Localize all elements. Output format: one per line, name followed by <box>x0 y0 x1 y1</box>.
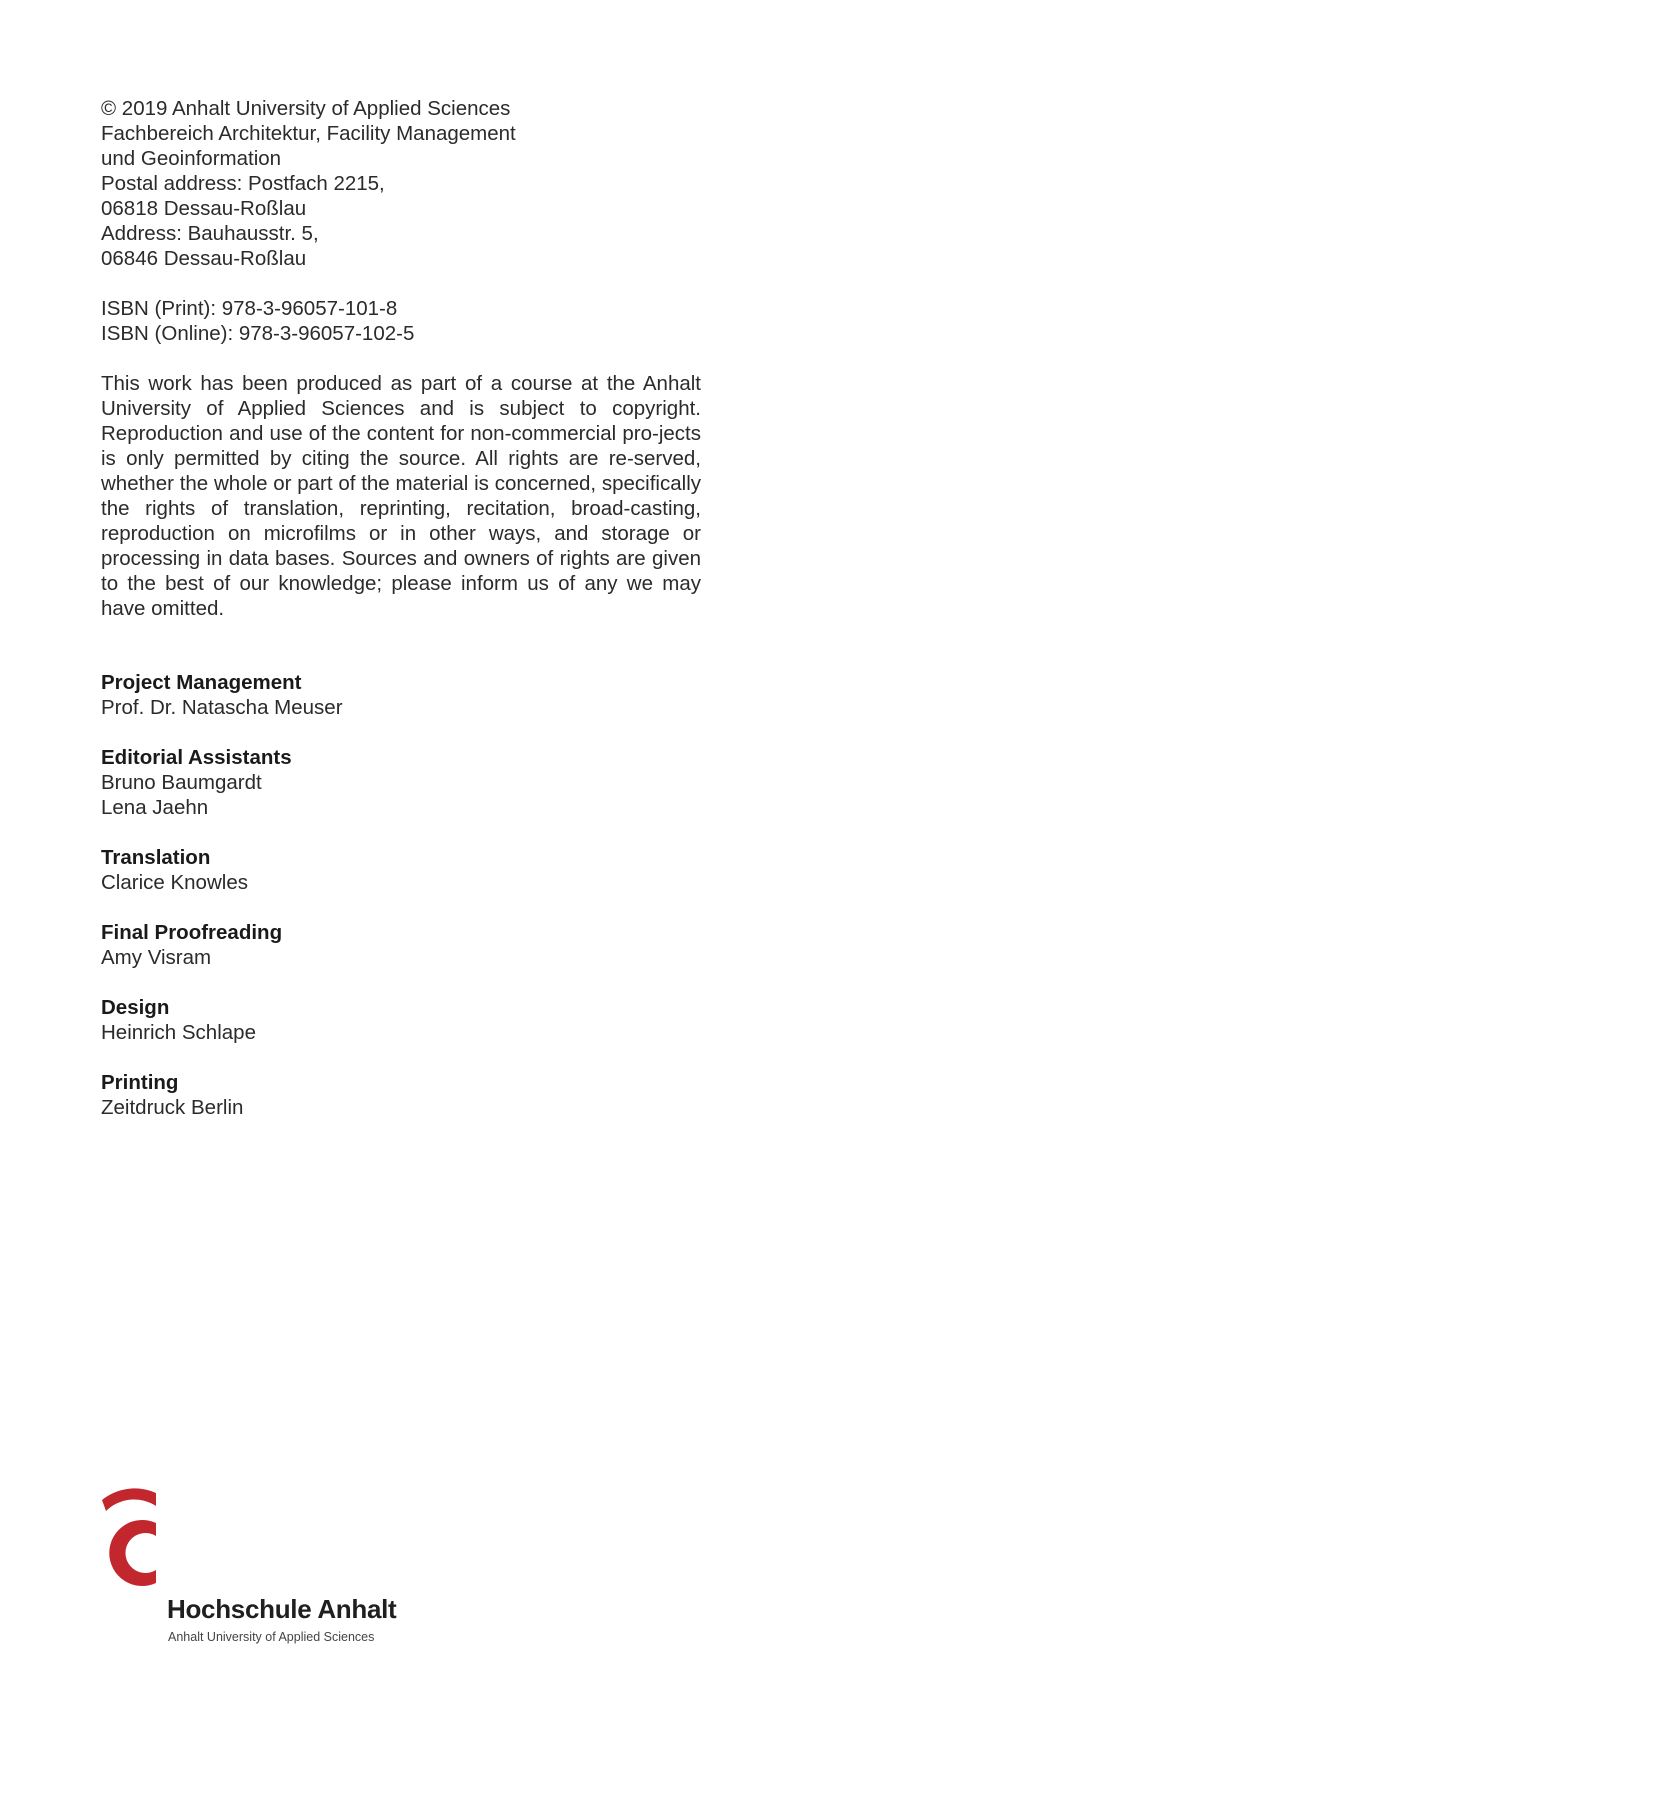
address-line: 06818 Dessau-Roßlau <box>101 197 307 220</box>
address-line: Address: Bauhausstr. 5, <box>101 222 319 245</box>
credit-name: Prof. Dr. Natascha Meuser <box>101 696 343 719</box>
address-line: 06846 Dessau-Roßlau <box>101 247 307 270</box>
credit-heading: Editorial Assistants <box>101 746 292 769</box>
copyright-notice: This work has been produced as part of a course at the Anhalt University of Applied Sciences and is subject to copyright. Reproduction and use of the content for non-commercial pro-jects is only permitted by citing the source. All rights are re-served, whether the whole or part of the material is concerned, specifically the rights of translation, reprinting, recitation, broad-casting, reproduction on microfilms or in other ways, and storage or processing in data bases. Sources and owners of rights are given to the best of our knowledge; please inform us of any we may have omitted. <box>101 372 701 620</box>
hochschule-anhalt-logo <box>90 1480 410 1650</box>
logo-mark-c <box>109 1520 156 1586</box>
credit-heading: Final Proofreading <box>101 921 283 944</box>
logo-subtitle: Anhalt University of Applied Sciences <box>168 1630 375 1644</box>
credit-name: Lena Jaehn <box>101 796 209 819</box>
credit-translation <box>101 845 701 895</box>
hochschule-anhalt-c-icon <box>90 1480 162 1590</box>
credit-name: Bruno Baumgardt <box>101 771 262 794</box>
address-line: Fachbereich Architektur, Facility Management <box>101 122 516 145</box>
address-line: Postal address: Postfach 2215, <box>101 172 385 195</box>
credit-final-proofreading <box>101 920 701 970</box>
imprint-page <box>101 96 701 1120</box>
credit-heading: Printing <box>101 1071 179 1094</box>
publisher-address <box>101 96 701 271</box>
address-line: und Geoinformation <box>101 147 282 170</box>
credit-name: Heinrich Schlape <box>101 1021 256 1044</box>
credit-heading: Project Management <box>101 671 302 694</box>
isbn-print: ISBN (Print): 978-3-96057-101-8 <box>101 297 398 320</box>
credit-name: Amy Visram <box>101 946 212 969</box>
credit-name: Clarice Knowles <box>101 871 248 894</box>
address-line: © 2019 Anhalt University of Applied Sciences <box>101 97 511 120</box>
credit-name: Zeitdruck Berlin <box>101 1096 244 1119</box>
credit-project-management <box>101 670 701 720</box>
credit-heading: Design <box>101 996 170 1019</box>
credit-printing <box>101 1070 701 1120</box>
logo-name: Hochschule Anhalt <box>167 1594 397 1624</box>
isbn-online: ISBN (Online): 978-3-96057-102-5 <box>101 322 415 345</box>
logo-mark-arc <box>102 1488 156 1511</box>
credit-heading: Translation <box>101 846 211 869</box>
credit-design <box>101 995 701 1045</box>
credit-editorial-assistants <box>101 745 701 820</box>
isbn-info <box>101 296 701 346</box>
